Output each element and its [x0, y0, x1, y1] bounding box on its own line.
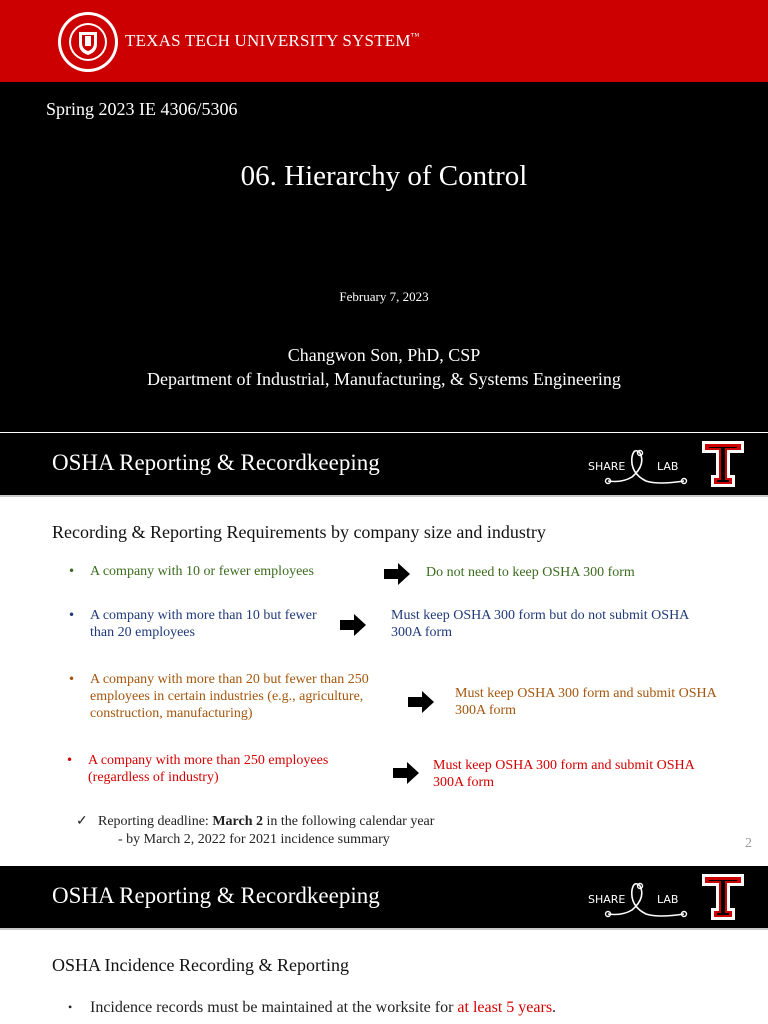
presentation-date: February 7, 2023	[339, 289, 429, 304]
slide-header-title: OSHA Reporting & Recordkeeping	[52, 883, 380, 908]
section-subheading: OSHA Incidence Recording & Reporting	[52, 955, 349, 975]
check-icon: ✓	[76, 814, 88, 829]
condition-text: A company with 10 or fewer employees	[90, 564, 314, 579]
brand-name: TEXAS TECH UNIVERSITY SYSTEM™	[125, 31, 420, 50]
right-arrow-icon	[393, 762, 419, 784]
svg-text:SHARE: SHARE	[588, 460, 626, 473]
page-number: 2	[745, 836, 752, 851]
ttu-seal-icon	[57, 11, 119, 73]
double-t-logo-icon	[701, 440, 745, 488]
department-name: Department of Industrial, Manufacturing, & Systems Engineering	[147, 369, 621, 389]
condition-text: A company with more than 250 employees (regardless of industry)	[88, 753, 329, 785]
slide-header	[0, 433, 768, 495]
share-lab-logo-icon	[588, 443, 688, 487]
slide-title: 06. Hierarchy of Control	[240, 160, 528, 192]
author-name: Changwon Son, PhD, CSP	[287, 345, 481, 365]
header-rule	[0, 928, 768, 930]
right-arrow-icon	[384, 563, 410, 585]
result-text: Must keep OSHA 300 form but do not submit OSHA 300A form	[391, 608, 690, 640]
result-text: Do not need to keep OSHA 300 form	[426, 565, 635, 580]
bullet-dot-icon: •	[66, 753, 74, 767]
share-lab-logo-icon	[588, 876, 688, 920]
bullet-dot-icon: •	[68, 608, 76, 622]
right-arrow-icon	[408, 691, 434, 713]
svg-text:LAB: LAB	[657, 460, 679, 473]
result-text: Must keep OSHA 300 form and submit OSHA 300A form	[455, 686, 717, 718]
course-label: Spring 2023 IE 4306/5306	[46, 99, 238, 119]
result-text: Must keep OSHA 300 form and submit OSHA 300A form	[433, 758, 695, 790]
svg-text:SHARE: SHARE	[588, 893, 626, 906]
bullet-dot-icon: •	[68, 1000, 73, 1014]
section-subheading: Recording & Reporting Requirements by company size and industry	[52, 522, 546, 542]
deadline-text: Reporting deadline: March 2 in the following calendar year	[98, 814, 435, 829]
slide-header-title: OSHA Reporting & Recordkeeping	[52, 450, 380, 475]
header-rule	[0, 495, 768, 497]
slide-header	[0, 866, 768, 928]
condition-text: A company with more than 10 but fewer than 20 employees	[90, 608, 317, 640]
double-t-logo-icon	[701, 873, 745, 921]
right-arrow-icon	[340, 614, 366, 636]
bullet-dot-icon: •	[68, 564, 76, 578]
svg-text:LAB: LAB	[657, 893, 679, 906]
deadline-example: - by March 2, 2022 for 2021 incidence summary	[118, 832, 390, 847]
bullet-dot-icon: •	[68, 672, 76, 686]
condition-text: A company with more than 20 but fewer than 250 employees in certain industries (e.g., agriculture, construction, manufacturing)	[90, 672, 369, 721]
retention-bullet: Incidence records must be maintained at the worksite for at least 5 years.	[90, 999, 557, 1016]
